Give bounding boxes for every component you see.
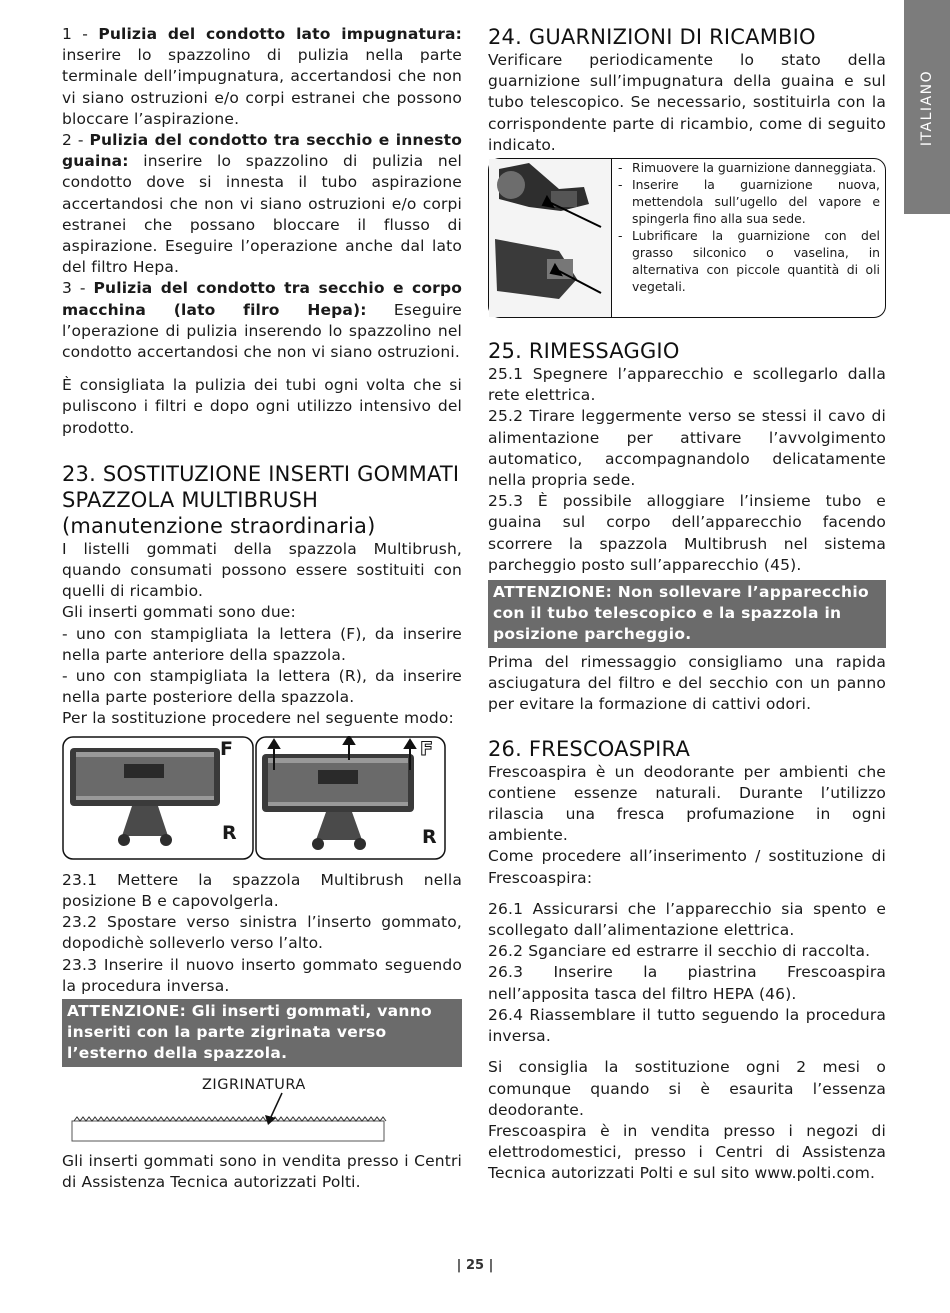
gasket-steps	[615, 159, 880, 295]
step-23-3: 23.3 Inserire il nuovo inserto gommato seguendo la procedura inversa.	[62, 955, 462, 995]
s23-procedure: Per la sostituzione procedere nel seguente modo:	[62, 709, 454, 728]
left-column	[62, 24, 462, 1193]
s26-sale-info: Frescoaspira è in vendita presso i negozi di elettrodomestici, presso i Centri di Assistenza Tecnica autorizzati Polti e sul sito www.polti.com.	[488, 1121, 886, 1183]
step-26-3: 26.3 Inserire la piastrina Frescoaspira nell’apposita tasca del filtro HEPA (46).	[488, 963, 886, 1003]
multibrush-illustration	[62, 736, 446, 860]
step-25-2: 25.2 Tirare leggermente verso se stessi il cavo di alimentazione per attivare l’avvolgimento automatico, accompagnandolo delicatamente nella propria sede.	[488, 407, 886, 490]
letter-f-left: F	[220, 737, 233, 760]
step-2: 2 - Pulizia del condotto tra secchio e innesto guaina: inserire lo spazzolino di pulizia nel condotto dove si innesta il tubo aspirazione accertandosi che non vi siano ostruzioni e/o corpi estranei che possano bloccare il flusso di aspirazione. Eseguire l’operazione anche dal lato del filtro Hepa.	[62, 131, 462, 277]
step-3: 3 - Pulizia del condotto tra secchio e corpo macchina (lato filro Hepa): Eseguire l’operazione di pulizia inserendo lo spazzolino nel condotto accertandosi che non vi siano ostruzioni.	[62, 279, 462, 362]
step-25-3: 25.3 È possibile alloggiare l’insieme tubo e guaina sul corpo dell’apparecchio facendo scorrere la spazzola Multibrush nel sistema parcheggio posto sull’apparecchio (45).	[488, 492, 886, 574]
step-2-title: Pulizia del condotto tra secchio e innesto guaina:	[62, 131, 462, 171]
step-1-title: Pulizia del condotto lato impugnatura:	[98, 25, 462, 43]
s25-warning: ATTENZIONE: Non sollevare l’apparecchio con il tubo telescopico e la spazzola in posizione parcheggio.	[488, 580, 886, 648]
s24-text: Verificare periodicamente lo stato della guarnizione sull’impugnatura della guaina e sul tubo telescopico. Se necessario, sostituirla con la corrispondente parte di ricambio, come di seguito indicato.	[488, 51, 886, 154]
step-3-title: Pulizia del condotto tra secchio e corpo macchina (lato filro Hepa):	[62, 279, 462, 319]
s26-advice: Si consiglia la sostituzione ogni 2 mesi o comunque quando si è esaurita l’essenza deodorante.	[488, 1058, 886, 1119]
gasket-figure	[488, 158, 886, 318]
letter-r-left: R	[222, 821, 237, 844]
language-tab	[904, 0, 950, 214]
step-26-1: 26.1 Assicurarsi che l’apparecchio sia spento e scollegato dall’alimentazione elettrica.	[488, 899, 886, 940]
section-26-title: 26. FRESCOASPIRA	[488, 736, 691, 761]
language-label: ITALIANO	[919, 69, 935, 147]
multibrush-figure	[62, 736, 462, 860]
step-1: 1 - Pulizia del condotto lato impugnatura: inserire lo spazzolino di pulizia nella parte terminale dell’impugnatura, accertandosi che non vi siano ostruzioni e/o corpi estranei che possono bloccare l’aspirazione.	[62, 25, 462, 128]
section-25-title: 25. RIMESSAGGIO	[488, 339, 680, 364]
s23-sale-info: Gli inserti gommati sono in vendita presso i Centri di Assistenza Tecnica autorizzati Polti.	[62, 1151, 462, 1192]
s25-after: Prima del rimessaggio consigliamo una rapida asciugatura del filtro e del secchio con un panno per evitare la formazione di cattivi odori.	[488, 653, 886, 714]
s23-intro: I listelli gommati della spazzola Multibrush, quando consumati possono essere sostituiti con quelli di ricambio.	[62, 539, 462, 601]
gasket-step: - Lubrificare la guarnizione con del grasso silconico o vaselina, in alternativa con piccole quantità di oli vegetali.	[615, 227, 880, 295]
page-number: | 25 |	[456, 1258, 494, 1273]
gasket-step: - Rimuovere la guarnizione danneggiata.	[615, 159, 880, 176]
gasket-step: - Inserire la guarnizione nuova, mettendola sull’ugello del vapore e spingerla fino alla sua sede.	[615, 176, 880, 227]
letter-f-right: F	[420, 737, 433, 760]
right-column	[488, 24, 886, 1185]
step-23-1: 23.1 Mettere la spazzola Multibrush nella posizione B e capovolgerla.	[62, 870, 462, 910]
zigrinatura-label: ZIGRINATURA	[202, 1076, 306, 1093]
zigrinatura-figure	[62, 1071, 462, 1147]
s23-two-inserts: Gli inserti gommati sono due:	[62, 603, 296, 622]
tube-cleaning-tip: È consigliata la pulizia dei tubi ogni volta che si puliscono i filtri e dopo ogni utilizzo intensivo del prodotto.	[62, 376, 462, 437]
s23-front-insert: - uno con stampigliata la lettera (F), da inserire nella parte anteriore della spazzola.	[62, 624, 462, 664]
step-26-2: 26.2 Sganciare ed estrarre il secchio di raccolta.	[488, 942, 871, 961]
zigrinatura-illustration	[62, 1071, 462, 1147]
s23-warning: ATTENZIONE: Gli inserti gommati, vanno inseriti con la parte zigrinata verso l’esterno della spazzola.	[62, 999, 462, 1067]
step-23-2: 23.2 Spostare verso sinistra l’inserto gommato, dopodichè solleverlo verso l’alto.	[62, 913, 462, 953]
s26-intro: Frescoaspira è un deodorante per ambienti che contiene essenze naturali. Durante l’utilizzo rilascia una fresca profumazione in ogni ambiente.	[488, 762, 886, 845]
letter-r-right: R	[422, 825, 437, 848]
s23-rear-insert: - uno con stampigliata la lettera (R), da inserire nella parte posteriore della spazzola.	[62, 667, 462, 707]
section-24-title: 24. GUARNIZIONI DI RICAMBIO	[488, 25, 816, 49]
gasket-photo	[489, 159, 612, 317]
section-23-title: 23. SOSTITUZIONE INSERTI GOMMATI SPAZZOLA MULTIBRUSH (manutenzione straordinaria)	[62, 461, 460, 538]
step-26-4: 26.4 Riassemblare il tutto seguendo la procedura inversa.	[488, 1005, 886, 1046]
s26-how: Come procedere all’inserimento / sostituzione di Frescoaspira:	[488, 847, 886, 887]
step-25-1: 25.1 Spegnere l’apparecchio e scollegarlo dalla rete elettrica.	[488, 365, 886, 405]
